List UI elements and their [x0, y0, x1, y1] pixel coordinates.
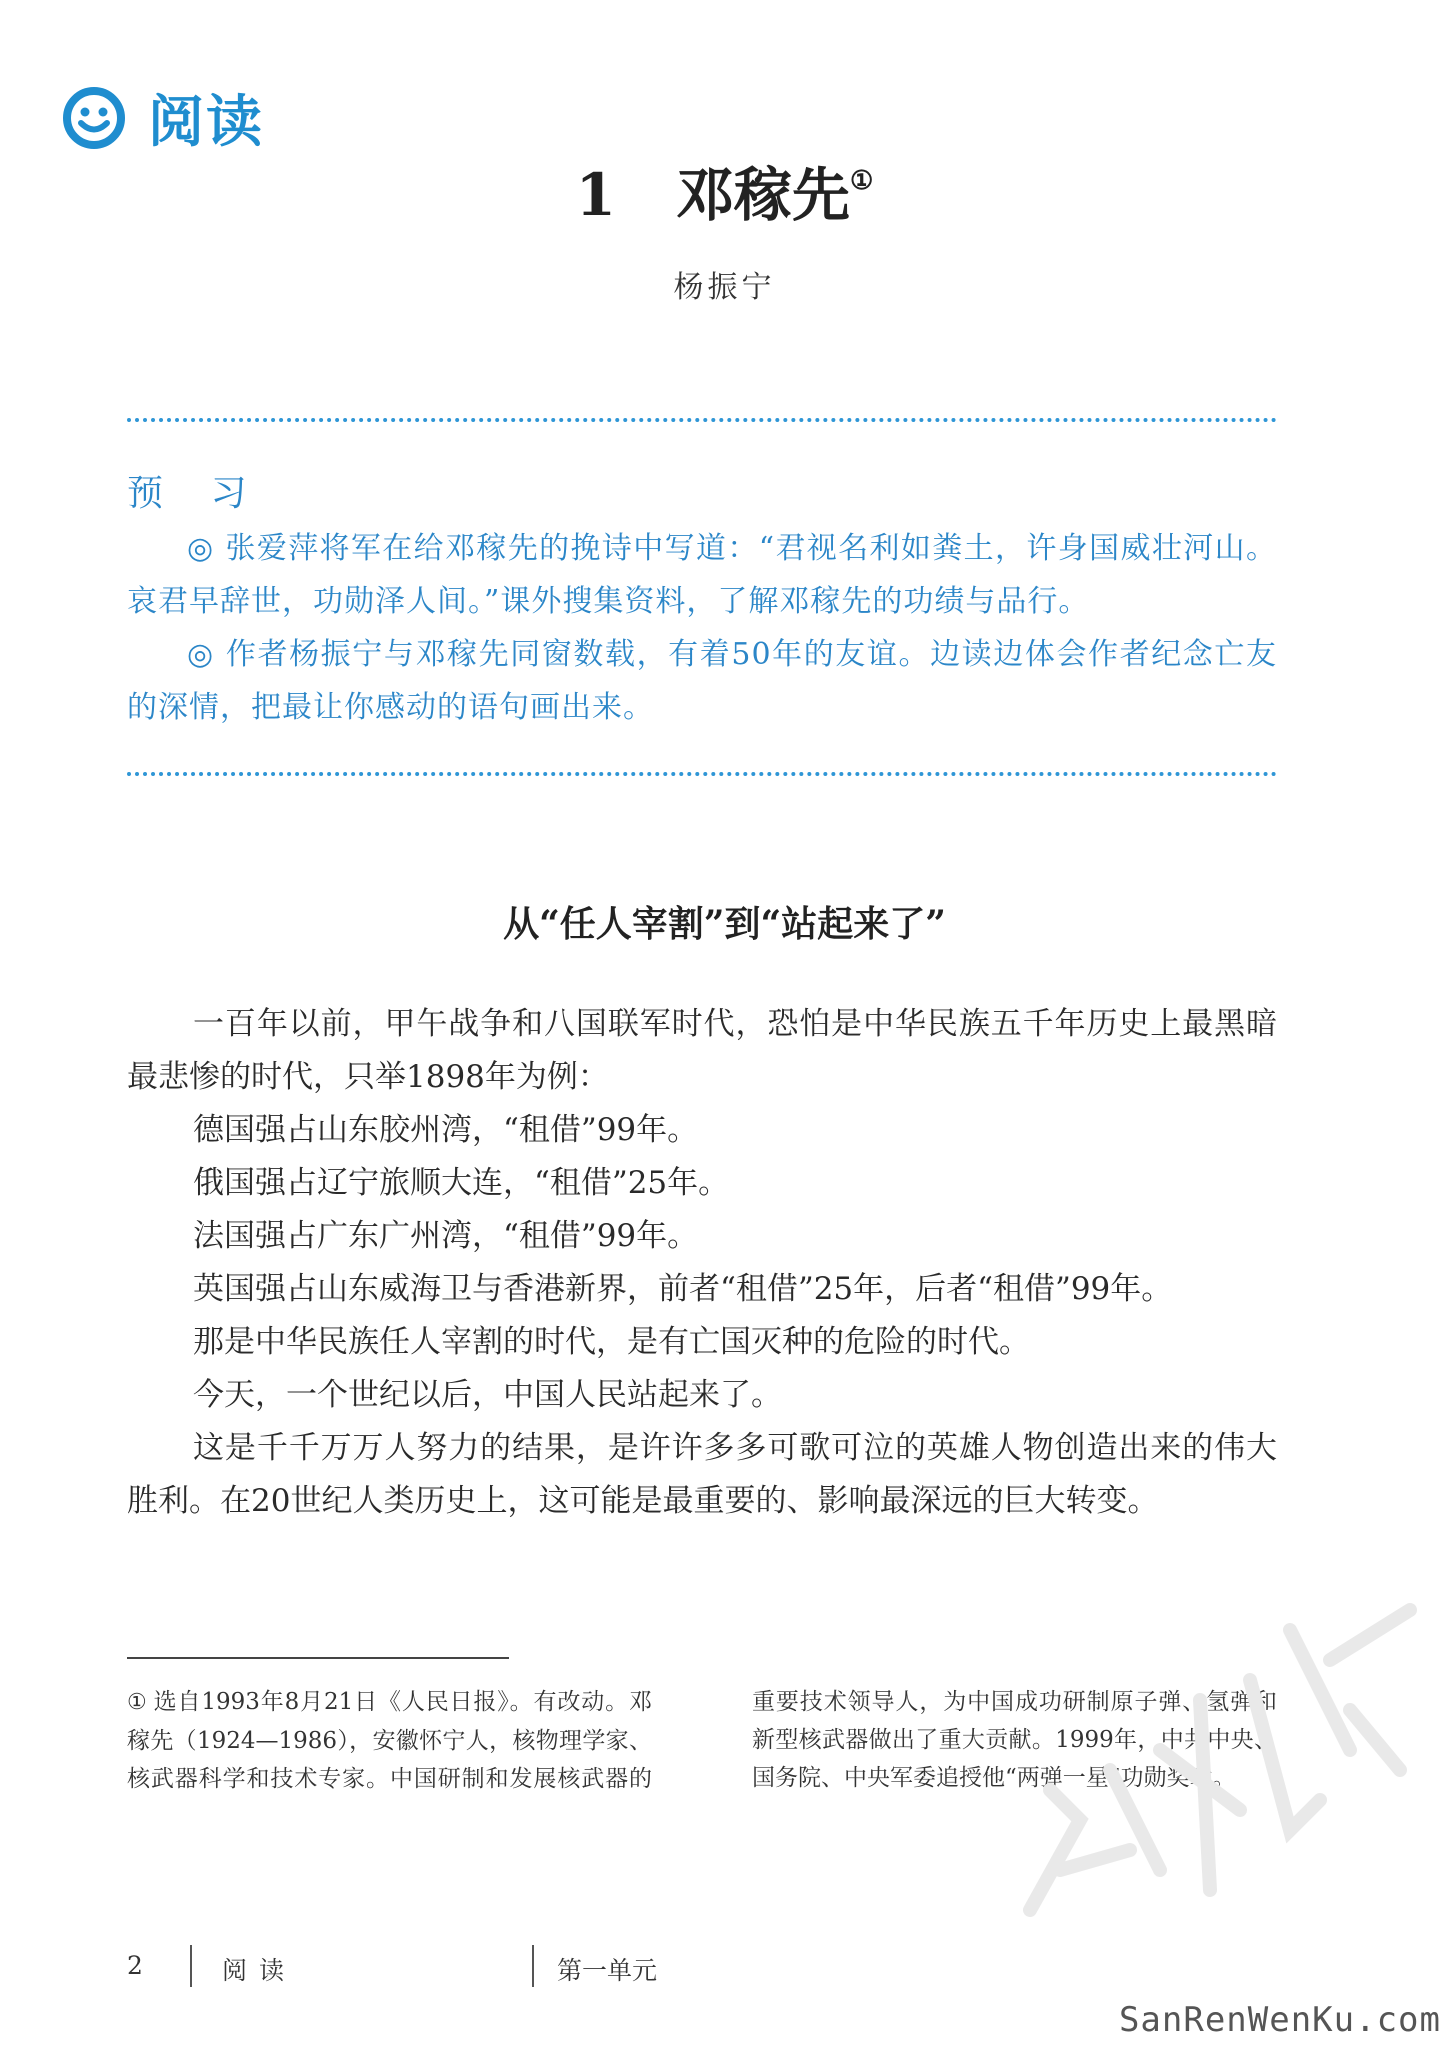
page-footer	[127, 1945, 827, 1993]
preview-divider-bottom	[127, 772, 1277, 776]
footer-section: 阅读	[222, 1956, 297, 1985]
author: 杨振宁	[673, 270, 776, 305]
body-text	[127, 998, 1277, 1528]
footer-separator	[190, 1945, 192, 1987]
section-subtitle: 从“任人宰割”到“站起来了”	[503, 903, 946, 945]
footer-separator	[532, 1945, 534, 1987]
smiley-icon	[62, 86, 126, 150]
section-header	[62, 78, 264, 158]
preview-divider-top	[127, 418, 1277, 422]
page-number: 2	[127, 1951, 143, 1980]
paragraph: 今天，一个世纪以后，中国人民站起来了。	[193, 1377, 782, 1413]
footnote-rule	[127, 1657, 509, 1659]
footnote-mark: ①	[127, 1690, 148, 1715]
paragraph: 法国强占广东广州湾，“租借”99年。	[193, 1218, 699, 1254]
footer-unit: 第一单元	[557, 1956, 658, 1985]
preview-item: ◎ 作者杨振宁与邓稼先同窗数载，有着50年的友谊。边读边体会作者纪念亡友的深情，把最让你感动的语句画出来。	[127, 637, 1277, 725]
paragraph: 俄国强占辽宁旅顺大连，“租借”25年。	[193, 1165, 730, 1201]
lesson-number: 1	[575, 161, 617, 229]
lesson-title	[0, 148, 1449, 232]
lesson-title-text: 邓稼先	[676, 161, 851, 229]
preview-item: ◎ 张爱萍将军在给邓稼先的挽诗中写道：“君视名利如粪土，许身国威壮河山。哀君早辞世，功勋泽人间。”课外搜集资料，了解邓稼先的功绩与品行。	[127, 531, 1277, 619]
preview-box	[127, 465, 1277, 734]
paragraph: 英国强占山东威海卫与香港新界，前者“租借”25年，后者“租借”99年。	[193, 1271, 1173, 1307]
paragraph: 德国强占山东胶州湾，“租借”99年。	[193, 1112, 699, 1148]
footnote-marker[interactable]: ①	[850, 166, 874, 196]
footnote-text: 选自1993年8月21日《人民日报》。有改动。邓稼先（1924—1986），安徽怀宁人，核物理学家、核武器科学和技术专家。中国研制和发展核武器的重要技术领导人，为中国成功研制原子弹、氢弹和新型核武器做出了重大贡献。1999年，中共中央、国务院、中央军委追授他“两弹一星”功勋奖章。	[127, 1689, 1277, 1792]
section-title: 阅读	[148, 90, 264, 155]
site-watermark: SanRenWenKu.com	[1118, 2000, 1441, 2040]
paragraph: 那是中华民族任人宰割的时代，是有亡国灭种的危险的时代。	[193, 1324, 1030, 1360]
paragraph: 这是千千万万人努力的结果，是许许多多可歌可泣的英雄人物创造出来的伟大胜利。在20世纪人类历史上，这可能是最重要的、影响最深远的巨大转变。	[127, 1430, 1277, 1519]
edition-stamp-watermark	[990, 1570, 1430, 1950]
preview-title: 预 习	[127, 473, 265, 514]
paragraph: 一百年以前，甲午战争和八国联军时代，恐怕是中华民族五千年历史上最黑暗最悲惨的时代，只举1898年为例：	[127, 1006, 1277, 1095]
